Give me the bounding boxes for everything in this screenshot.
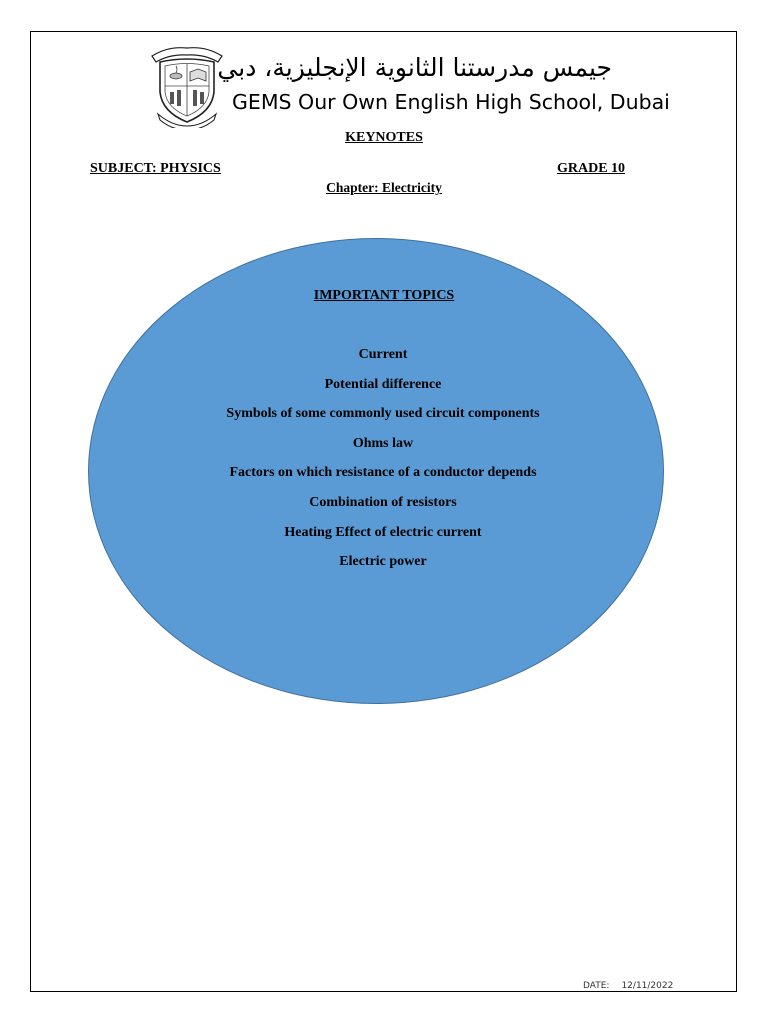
footer-date xyxy=(583,981,673,991)
list-item: Current xyxy=(358,347,408,362)
school-name-arabic: جيمس مدرستنا الثانوية الإنجليزية، دبي xyxy=(217,53,612,82)
school-name-english: GEMS Our Own English High School, Dubai xyxy=(232,90,670,114)
list-item: Heating Effect of electric current xyxy=(284,524,482,540)
date-value: 12/11/2022 xyxy=(621,981,674,991)
subject-label: SUBJECT: PHYSICS xyxy=(90,161,221,176)
date-label: DATE: xyxy=(583,981,610,991)
list-item: Symbols of some commonly used circuit components xyxy=(226,406,540,422)
grade-label: GRADE 10 xyxy=(557,161,626,176)
list-item: Factors on which resistance of a conductor depends xyxy=(229,465,537,481)
school-crest-icon xyxy=(148,42,226,128)
topics-list xyxy=(88,346,678,583)
list-item: Combination of resistors xyxy=(309,494,457,510)
list-item: Electric power xyxy=(339,554,427,570)
topics-heading: IMPORTANT TOPICS xyxy=(313,288,455,303)
list-item: Ohms law xyxy=(352,435,414,451)
chapter-label: Chapter: Electricity xyxy=(326,180,442,195)
list-item: Potential difference xyxy=(324,376,442,392)
document-title: KEYNOTES xyxy=(345,130,423,145)
